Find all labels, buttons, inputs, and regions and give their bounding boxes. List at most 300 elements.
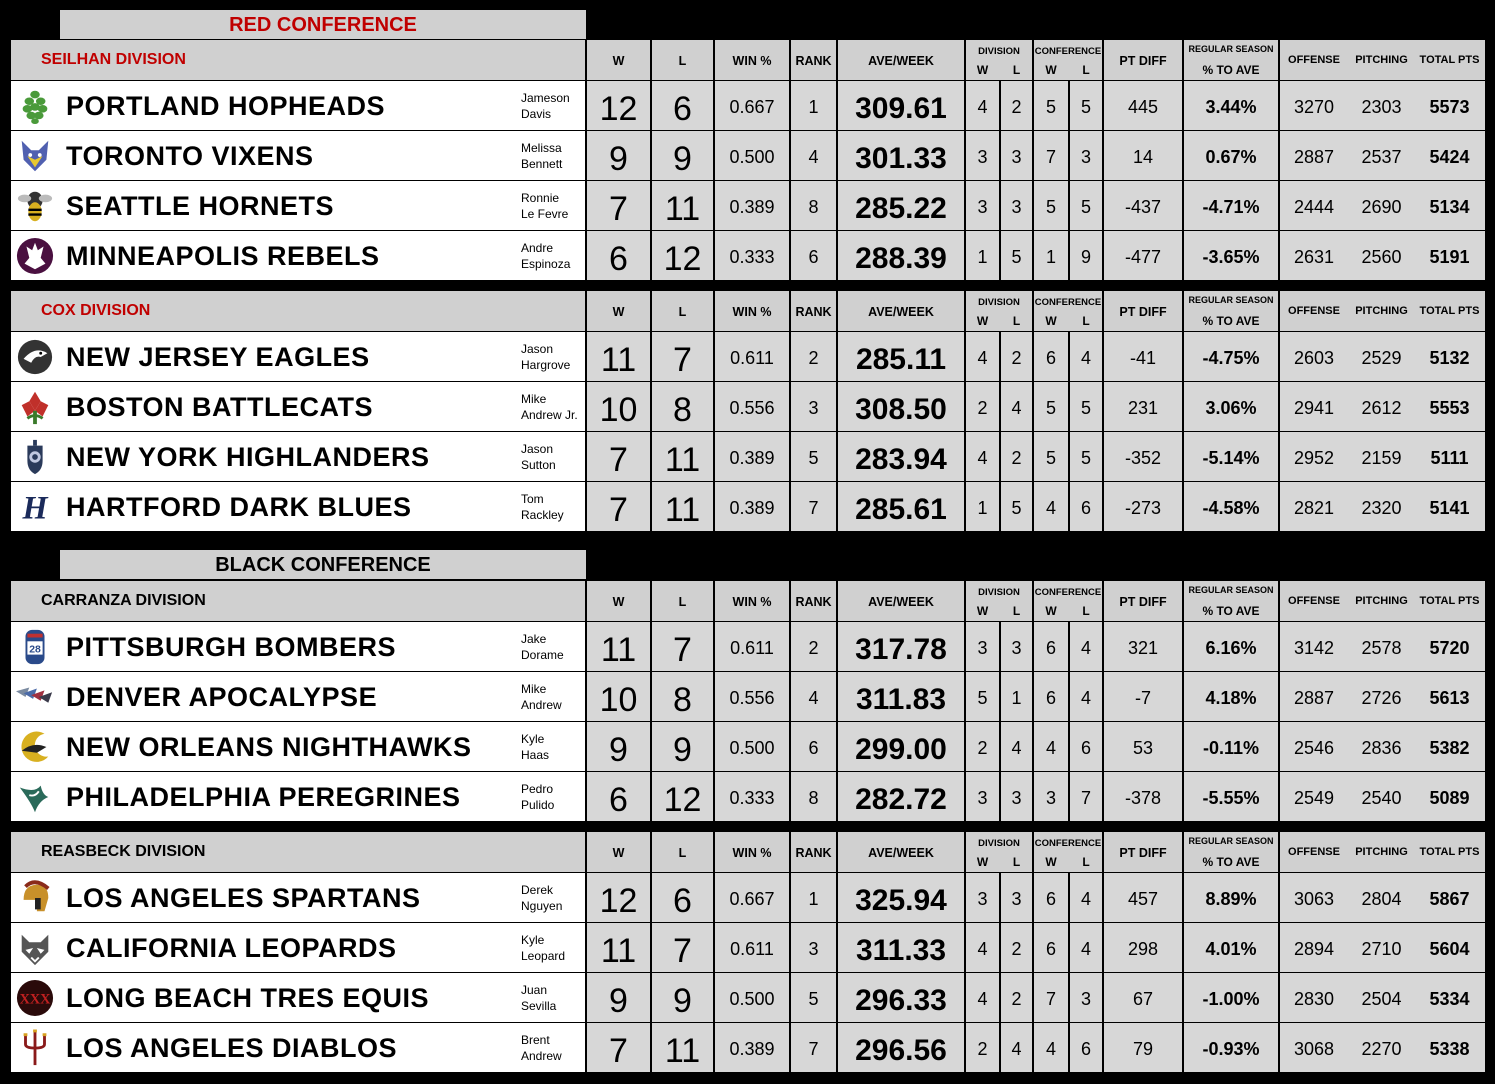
column-divider (1068, 772, 1070, 821)
team-name-cell (11, 231, 586, 280)
svg-text:XXX: XXX (19, 991, 51, 1008)
col-header-l: L (678, 846, 687, 860)
column-divider (585, 482, 587, 531)
manager-name (521, 932, 583, 964)
stat-l: 12 (663, 781, 702, 819)
col-header-ave-week: AVE/WEEK (868, 54, 934, 68)
stat-cw: 4 (1045, 1039, 1056, 1059)
stat-l: 8 (673, 391, 692, 429)
stat-w: 12 (599, 90, 638, 128)
stat-off: 2887 (1293, 688, 1335, 708)
col-header-ave-week: AVE/WEEK (868, 595, 934, 609)
column-divider (836, 581, 838, 621)
column-divider (1278, 482, 1280, 531)
col-header-win-pct: WIN % (732, 305, 772, 319)
col-header-rank: RANK (795, 846, 832, 860)
stat-pct: 0.500 (729, 738, 775, 758)
manager-last-name: Sevilla (521, 999, 557, 1013)
team-name-cell (11, 332, 586, 381)
stat-pct: 0.500 (729, 989, 775, 1009)
column-divider (836, 332, 838, 381)
column-divider (713, 722, 715, 771)
team-row (11, 81, 1485, 131)
column-divider (1102, 81, 1104, 130)
column-divider (789, 973, 791, 1022)
column-divider (1032, 231, 1034, 280)
column-divider (836, 1023, 838, 1072)
team-row (11, 672, 1485, 722)
stat-pct: 0.389 (729, 448, 775, 468)
stat-diff: -41 (1129, 348, 1156, 368)
team-name: NEW JERSEY EAGLES (66, 342, 370, 372)
team-name: CALIFORNIA LEOPARDS (66, 933, 397, 963)
column-divider (1182, 832, 1184, 872)
team-row (11, 1023, 1485, 1072)
stat-tot: 5613 (1429, 688, 1470, 708)
column-divider (1182, 482, 1184, 531)
stat-pit: 2529 (1361, 348, 1402, 368)
column-divider (1182, 1023, 1184, 1072)
division-header (11, 291, 1485, 332)
stat-cw: 6 (1045, 348, 1056, 368)
stat-cl: 4 (1080, 688, 1091, 708)
stat-pit: 2726 (1361, 688, 1402, 708)
stat-tot: 5553 (1429, 398, 1470, 418)
stat-ave: 285.61 (855, 493, 947, 526)
column-divider (650, 973, 652, 1022)
column-divider (1102, 332, 1104, 381)
stat-tot: 5089 (1429, 788, 1470, 808)
column-divider (713, 832, 715, 872)
col-header-regular-season: REGULAR SEASON (1188, 44, 1274, 54)
column-divider (1102, 131, 1104, 180)
column-divider (836, 482, 838, 531)
stat-off: 2546 (1293, 738, 1335, 758)
column-divider (1182, 432, 1184, 481)
shield-icon (16, 438, 54, 476)
manager-first-name: Jameson (521, 91, 570, 105)
column-divider (964, 722, 966, 771)
stat-off: 3063 (1293, 889, 1335, 909)
stat-tot: 5382 (1429, 738, 1470, 758)
stat-cl: 3 (1080, 989, 1091, 1009)
stat-tot: 5424 (1429, 147, 1470, 167)
column-divider (836, 923, 838, 972)
stat-off: 2444 (1293, 197, 1335, 217)
eagle-icon (16, 338, 54, 376)
manager-first-name: Kyle (521, 732, 545, 746)
column-divider (964, 973, 966, 1022)
column-divider (650, 832, 652, 872)
rebel-icon (16, 237, 54, 275)
column-divider (650, 772, 652, 821)
column-divider (650, 181, 652, 230)
column-divider (585, 873, 587, 922)
column-divider (964, 482, 966, 531)
column-divider (1068, 231, 1070, 280)
column-divider (964, 432, 966, 481)
team-name-cell (11, 181, 586, 230)
manager-first-name: Melissa (521, 141, 562, 155)
stat-dl: 4 (1011, 398, 1022, 418)
column-divider (1102, 291, 1104, 331)
col-header-division: DIVISION (978, 46, 1020, 57)
column-divider (1278, 181, 1280, 230)
column-divider (585, 131, 587, 180)
col-header-division: DIVISION (978, 838, 1020, 849)
column-divider (1182, 873, 1184, 922)
stat-pct: 0.667 (729, 889, 775, 909)
stat-w: 6 (609, 240, 628, 278)
svg-text:28: 28 (29, 644, 41, 656)
manager-name (521, 140, 583, 172)
col-header-win-pct: WIN % (732, 595, 772, 609)
stat-cw: 6 (1045, 688, 1056, 708)
column-divider (1278, 1023, 1280, 1072)
stat-dw: 3 (977, 638, 988, 658)
column-divider (836, 722, 838, 771)
team-name-cell (11, 482, 586, 531)
stat-pct: 0.667 (729, 97, 775, 117)
stat-to_ave: -5.55% (1202, 788, 1260, 808)
column-divider (1278, 81, 1280, 130)
stat-dw: 3 (977, 147, 988, 167)
manager-name (521, 341, 583, 373)
column-divider (789, 131, 791, 180)
manager-first-name: Ronnie (521, 191, 560, 205)
column-divider (1278, 291, 1280, 331)
stat-dl: 5 (1011, 498, 1022, 518)
column-divider (999, 722, 1001, 771)
column-divider (789, 622, 791, 671)
stat-pit: 2504 (1361, 989, 1402, 1009)
stat-pit: 2690 (1361, 197, 1402, 217)
column-divider (1068, 181, 1070, 230)
manager-last-name: Bennett (521, 157, 563, 171)
column-divider (1032, 181, 1034, 230)
column-divider (999, 131, 1001, 180)
column-divider (713, 622, 715, 671)
stat-pit: 2710 (1361, 939, 1402, 959)
col-header-ave-week: AVE/WEEK (868, 305, 934, 319)
stat-pit: 2159 (1361, 448, 1402, 468)
column-divider (836, 772, 838, 821)
stat-dl: 2 (1011, 348, 1022, 368)
manager-last-name: Leopard (521, 949, 566, 963)
column-divider (1102, 923, 1104, 972)
column-divider (836, 231, 838, 280)
stat-off: 2894 (1293, 939, 1335, 959)
manager-name (521, 681, 583, 713)
manager-last-name: Rackley (521, 508, 564, 522)
col-subheader-sub_w: W (976, 604, 989, 618)
column-divider (585, 432, 587, 481)
column-divider (1032, 482, 1034, 531)
stat-to_ave: -4.75% (1202, 348, 1260, 368)
column-divider (1068, 923, 1070, 972)
stat-rank: 5 (808, 448, 819, 468)
stat-cl: 5 (1080, 448, 1091, 468)
column-divider (650, 1023, 652, 1072)
col-header-to-ave: % TO AVE (1202, 855, 1260, 869)
stat-pct: 0.611 (730, 939, 774, 959)
column-divider (964, 923, 966, 972)
stat-cl: 7 (1080, 788, 1091, 808)
stat-dw: 3 (977, 889, 988, 909)
col-header-offense: OFFENSE (1288, 595, 1340, 607)
column-divider (836, 672, 838, 721)
team-row (11, 382, 1485, 432)
column-divider (1278, 622, 1280, 671)
column-divider (1278, 873, 1280, 922)
xxx-icon (16, 979, 54, 1017)
stat-tot: 5134 (1429, 197, 1470, 217)
column-divider (713, 672, 715, 721)
stat-l: 6 (673, 882, 692, 920)
stat-cl: 4 (1080, 348, 1091, 368)
division-header (11, 40, 1485, 81)
stat-to_ave: 8.89% (1205, 889, 1257, 909)
column-divider (1102, 181, 1104, 230)
column-divider (836, 832, 838, 872)
stat-pit: 2612 (1361, 398, 1402, 418)
column-divider (836, 973, 838, 1022)
col-header-total-pts: TOTAL PTS (1419, 54, 1480, 66)
manager-name (521, 982, 583, 1014)
column-divider (789, 672, 791, 721)
stat-cl: 4 (1080, 638, 1091, 658)
manager-first-name: Tom (521, 492, 544, 506)
team-row (11, 722, 1485, 772)
stat-dl: 2 (1011, 939, 1022, 959)
team-name-cell (11, 772, 586, 821)
col-header-rank: RANK (795, 595, 832, 609)
col-subheader-sub_l: L (1012, 314, 1021, 328)
column-divider (999, 873, 1001, 922)
col-subheader-sub_l: L (1082, 63, 1090, 77)
column-divider (789, 581, 791, 621)
stat-dw: 3 (977, 197, 988, 217)
column-divider (1032, 40, 1034, 80)
stat-off: 2952 (1293, 448, 1335, 468)
column-divider (1068, 722, 1070, 771)
column-divider (1068, 1023, 1070, 1072)
team-name-cell (11, 382, 586, 431)
battlecat-icon (16, 388, 54, 426)
column-divider (1102, 231, 1104, 280)
manager-name (521, 391, 583, 423)
team-name: LOS ANGELES SPARTANS (66, 883, 421, 913)
division-name: REASBECK DIVISION (41, 843, 206, 860)
stat-tot: 5141 (1429, 498, 1470, 518)
stat-l: 9 (673, 731, 692, 769)
column-divider (999, 231, 1001, 280)
col-header-pitching: PITCHING (1355, 305, 1408, 317)
manager-name (521, 731, 583, 763)
column-divider (585, 772, 587, 821)
column-divider (1278, 923, 1280, 972)
manager-first-name: Kyle (521, 933, 545, 947)
manager-last-name: Espinoza (521, 257, 571, 271)
stat-pit: 2578 (1361, 638, 1402, 658)
col-header-conference: CONFERENCE (1034, 587, 1102, 598)
col-header-division: DIVISION (978, 297, 1020, 308)
col-header-to-ave: % TO AVE (1202, 314, 1260, 328)
stat-pct: 0.389 (729, 1039, 775, 1059)
stat-dw: 1 (977, 498, 988, 518)
stat-rank: 1 (808, 889, 819, 909)
column-divider (713, 231, 715, 280)
team-name-cell (11, 622, 586, 671)
column-divider (650, 291, 652, 331)
conference-banner: RED CONFERENCE (60, 10, 586, 39)
column-divider (1102, 622, 1104, 671)
stat-off: 2887 (1293, 147, 1335, 167)
column-divider (999, 923, 1001, 972)
stat-pct: 0.333 (729, 247, 775, 267)
stat-ave: 296.33 (855, 984, 947, 1017)
column-divider (1278, 973, 1280, 1022)
hornet-icon (16, 187, 54, 225)
column-divider (1102, 772, 1104, 821)
column-divider (1182, 722, 1184, 771)
col-header-l: L (678, 595, 687, 609)
conference-banner: BLACK CONFERENCE (60, 550, 586, 579)
stat-cl: 6 (1080, 498, 1091, 518)
leopard-icon (16, 929, 54, 967)
column-divider (1102, 672, 1104, 721)
column-divider (713, 291, 715, 331)
column-divider (789, 873, 791, 922)
column-divider (789, 291, 791, 331)
stat-to_ave: 0.67% (1205, 147, 1257, 167)
column-divider (964, 291, 966, 331)
stat-to_ave: 3.06% (1205, 398, 1257, 418)
column-divider (1102, 581, 1104, 621)
column-divider (1102, 482, 1104, 531)
stat-ave: 311.33 (855, 934, 947, 967)
stat-to_ave: 4.18% (1205, 688, 1257, 708)
stat-dw: 4 (977, 989, 988, 1009)
column-divider (585, 672, 587, 721)
column-divider (585, 832, 587, 872)
stat-pit: 2540 (1361, 788, 1402, 808)
stat-w: 11 (600, 341, 637, 379)
stat-off: 2941 (1293, 398, 1335, 418)
moon-icon (16, 728, 54, 766)
stat-cw: 4 (1045, 738, 1056, 758)
stat-off: 2549 (1293, 788, 1335, 808)
stat-cw: 6 (1045, 889, 1056, 909)
column-divider (964, 622, 966, 671)
col-header-total-pts: TOTAL PTS (1419, 595, 1480, 607)
stat-ave: 309.61 (855, 92, 947, 125)
manager-first-name: Derek (521, 883, 554, 897)
stat-dw: 3 (977, 788, 988, 808)
column-divider (1032, 873, 1034, 922)
stat-diff: 321 (1127, 638, 1159, 658)
division-name: CARRANZA DIVISION (41, 592, 206, 609)
column-divider (713, 181, 715, 230)
column-divider (789, 332, 791, 381)
stat-pit: 2303 (1361, 97, 1402, 117)
manager-last-name: Andrew Jr. (521, 408, 578, 422)
team-name-cell (11, 973, 586, 1022)
manager-last-name: Dorame (521, 648, 564, 662)
column-divider (1102, 432, 1104, 481)
column-divider (1032, 923, 1034, 972)
stat-pit: 2320 (1361, 498, 1402, 518)
col-subheader-sub_l: L (1082, 855, 1090, 869)
column-divider (789, 772, 791, 821)
column-divider (789, 722, 791, 771)
stat-ave: 282.72 (855, 783, 947, 816)
team-row (11, 332, 1485, 382)
stat-cw: 5 (1045, 97, 1056, 117)
column-divider (1182, 40, 1184, 80)
column-divider (999, 973, 1001, 1022)
stat-l: 11 (664, 441, 701, 479)
column-divider (1278, 832, 1280, 872)
column-divider (789, 231, 791, 280)
col-header-offense: OFFENSE (1288, 846, 1340, 858)
column-divider (1182, 181, 1184, 230)
stat-tot: 5191 (1429, 247, 1470, 267)
team-name: MINNEAPOLIS REBELS (66, 241, 380, 271)
stat-tot: 5111 (1430, 448, 1469, 468)
stat-diff: -352 (1124, 448, 1162, 468)
team-name-cell (11, 432, 586, 481)
col-header-w: W (612, 54, 625, 68)
column-divider (713, 40, 715, 80)
team-name-cell (11, 923, 586, 972)
stat-l: 11 (664, 190, 701, 228)
column-divider (1068, 672, 1070, 721)
team-name: PORTLAND HOPHEADS (66, 91, 386, 121)
column-divider (836, 432, 838, 481)
stat-dw: 2 (977, 398, 988, 418)
column-divider (585, 622, 587, 671)
column-divider (1032, 81, 1034, 130)
column-divider (713, 973, 715, 1022)
column-divider (650, 722, 652, 771)
stat-dl: 4 (1011, 1039, 1022, 1059)
column-divider (1032, 332, 1034, 381)
stat-cl: 5 (1080, 398, 1091, 418)
column-divider (1102, 973, 1104, 1022)
manager-last-name: Le Fevre (521, 207, 569, 221)
column-divider (585, 40, 587, 80)
column-divider (1102, 382, 1104, 431)
bomb-icon (16, 628, 54, 666)
manager-name (521, 1032, 583, 1064)
stat-cw: 1 (1045, 247, 1056, 267)
col-header-w: W (612, 305, 625, 319)
stat-w: 10 (599, 681, 638, 719)
fox-icon (16, 137, 54, 175)
col-header-total-pts: TOTAL PTS (1419, 846, 1480, 858)
stat-diff: -273 (1124, 498, 1162, 518)
col-header-pitching: PITCHING (1355, 846, 1408, 858)
manager-first-name: Juan (521, 983, 548, 997)
col-header-offense: OFFENSE (1288, 305, 1340, 317)
column-divider (1068, 482, 1070, 531)
stat-dl: 3 (1011, 147, 1022, 167)
stat-dl: 4 (1011, 738, 1022, 758)
division-name: COX DIVISION (41, 302, 151, 319)
stat-dl: 2 (1011, 989, 1022, 1009)
column-divider (964, 382, 966, 431)
